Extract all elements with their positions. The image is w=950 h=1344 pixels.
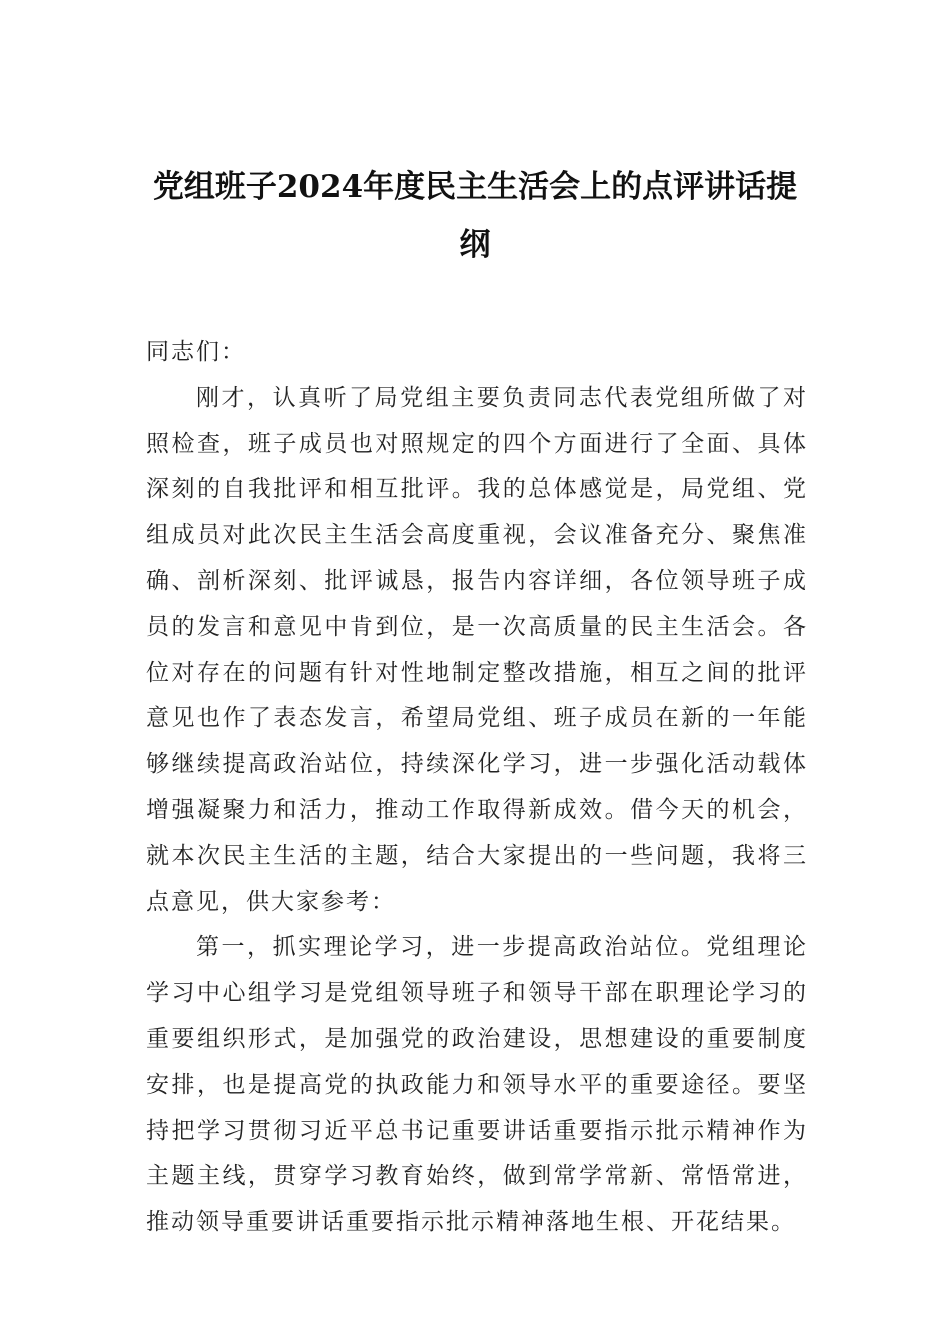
document-title: 党组班子2024年度民主生活会上的点评讲话提纲 [152, 169, 798, 263]
salutation: 同志们： [146, 339, 246, 365]
paragraph-intro: 刚才，认真听了局党组主要负责同志代表党组所做了对照检查，班子成员也对照规定的四个方面进行了全面、具体深刻的自我批评和相互批评。我的总体感觉是，局党组、党组成员对此次民主生活会高度重视，会议准备充分、聚焦准确、剖析深刻、批评诚恳，报告内容详细，各位领导班子成员的发言和意见中肯到位，是一次高质量的民主生活会。各位对存在的问题有针对性地制定整改措施，相互之间的批评意见也作了表态发言，希望局党组、班子成员在新的一年能够继续提高政治站位，持续深化学习，进一步强化活动载体增强凝聚力和活力，推动工作取得新成效。借今天的机会，就本次民主生活的主题，结合大家提出的一些问题，我将三点意见，供大家参考： [146, 384, 808, 915]
paragraph-point-one: 第一，抓实理论学习，进一步提高政治站位。党组理论学习中心组学习是党组领导班子和领导干部在职理论学习的重要组织形式，是加强党的政治建设，思想建设的重要制度安排，也是提高党的执政能力和领导水平的重要途径。要坚持把学习贯彻习近平总书记重要讲话重要指示批示精神作为主题主线，贯穿学习教育始终，做到常学常新、常悟常进，推动领导重要讲话重要指示批示精神落地生根、开花结果。 [146, 934, 808, 1236]
document-body [146, 330, 808, 1246]
